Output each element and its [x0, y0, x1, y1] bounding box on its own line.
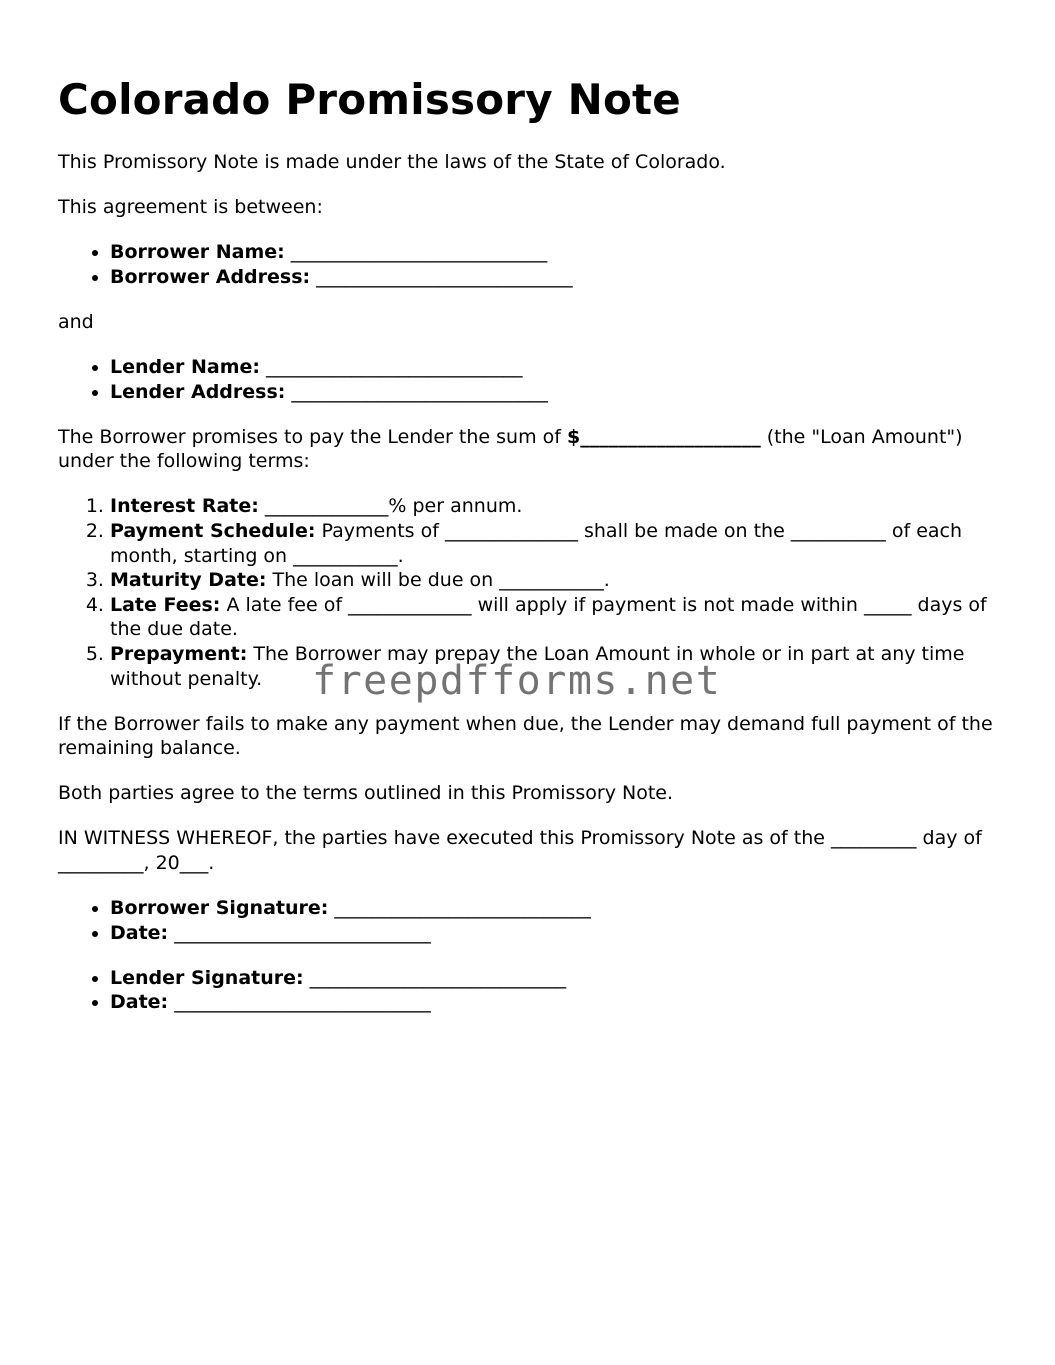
promise-text-before: The Borrower promises to pay the Lender the sum of — [58, 425, 567, 448]
borrower-date-field: ___________________________ — [168, 921, 431, 944]
document-page — [58, 70, 998, 1035]
lender-address-field: ___________________________ — [285, 380, 548, 403]
intro-paragraph: This Promissory Note is made under the laws of the State of Colorado. — [58, 151, 726, 173]
term-label: Maturity Date: — [110, 569, 267, 592]
promise-paragraph — [58, 425, 998, 474]
terms-list — [58, 494, 998, 691]
loan-amount-field: $___________________ — [566, 425, 761, 448]
borrower-address-label: Borrower Address: — [110, 265, 311, 288]
borrower-date-label: Date: — [110, 921, 169, 944]
witness-paragraph: IN WITNESS WHEREOF, the parties have executed this Promissory Note as of the _________ day of _________, 20___. — [58, 827, 982, 874]
borrower-signature-list — [58, 896, 998, 945]
borrower-signature-label: Borrower Signature: — [110, 897, 329, 920]
term-text: Payments of ______________ shall be made on the __________ of each month, starting on ___________. — [110, 519, 963, 567]
default-paragraph: If the Borrower fails to make any payment when due, the Lender may demand full payment of the remaining balance. — [58, 712, 993, 760]
and-paragraph: and — [58, 310, 94, 333]
term-label: Payment Schedule: — [110, 519, 316, 542]
term-payment-schedule — [110, 519, 998, 568]
promise-text-after: (the "Loan Amount") under the following terms: — [58, 425, 963, 473]
term-text: A late fee of _____________ will apply if payment is not made within _____ days of the due date. — [110, 593, 987, 641]
term-text: _____________% per annum. — [258, 495, 523, 518]
lender-address-item — [110, 380, 998, 405]
lender-name-field: ___________________________ — [260, 355, 523, 378]
lender-signature-label: Lender Signature: — [110, 966, 304, 989]
borrower-name-field: ___________________________ — [284, 241, 548, 264]
lender-signature-field: ___________________________ — [303, 966, 567, 989]
lender-date-field: ___________________________ — [168, 991, 431, 1014]
borrower-date-item — [110, 921, 998, 946]
borrower-address-item — [110, 265, 998, 290]
lender-address-label: Lender Address: — [110, 380, 286, 403]
term-text: The loan will be due on ___________. — [266, 569, 610, 592]
watermark: freepdfforms.net — [312, 658, 722, 704]
document-title: Colorado Promissory Note — [58, 75, 681, 124]
lender-name-item — [110, 355, 998, 380]
term-text: The Borrower may prepay the Loan Amount in whole or in part at any time without penalty. — [110, 642, 965, 690]
lender-date-label: Date: — [110, 991, 169, 1014]
lender-signature-item — [110, 966, 998, 991]
term-label: Interest Rate: — [110, 495, 259, 518]
lender-date-item — [110, 990, 998, 1015]
lender-list — [58, 355, 998, 404]
lender-name-label: Lender Name: — [110, 355, 260, 378]
term-late-fees — [110, 593, 998, 642]
borrower-address-field: ___________________________ — [310, 265, 573, 288]
borrower-name-item — [110, 240, 998, 265]
borrower-list — [58, 240, 998, 289]
between-paragraph: This agreement is between: — [58, 196, 323, 219]
term-prepayment — [110, 642, 998, 691]
term-maturity-date — [110, 568, 998, 593]
agreement-paragraph: Both parties agree to the terms outlined in this Promissory Note. — [58, 782, 674, 805]
term-interest-rate — [110, 494, 998, 519]
lender-signature-list — [58, 966, 998, 1015]
term-label: Late Fees: — [110, 593, 221, 616]
term-label: Prepayment: — [110, 642, 248, 665]
borrower-name-label: Borrower Name: — [110, 241, 285, 264]
borrower-signature-field: ___________________________ — [328, 897, 591, 920]
borrower-signature-item — [110, 896, 998, 921]
